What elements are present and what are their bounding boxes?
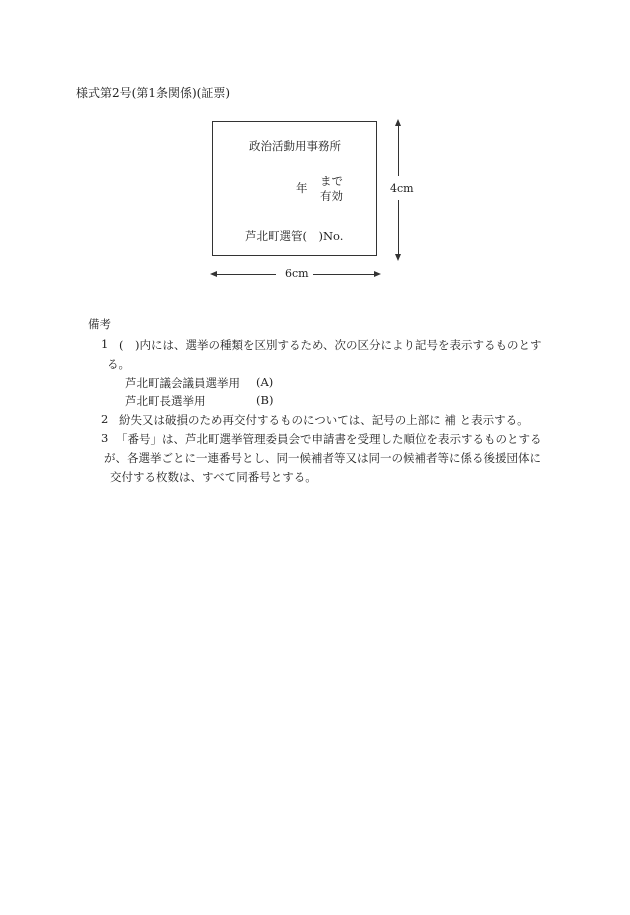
certificate-heading: 政治活動用事務所	[249, 139, 341, 153]
width-dimension-line-left	[214, 274, 276, 275]
note-2-number: 2	[101, 412, 109, 426]
note-3-line-1: 「番号」は、芦北町選挙管理委員会で申請書を受理した順位を表示するものとする	[116, 432, 542, 446]
note-1-number: 1	[101, 337, 109, 351]
remarks-heading: 備考	[88, 317, 111, 331]
certificate-until-label: まで	[320, 174, 343, 188]
width-dimension-label: 6cm	[285, 267, 309, 280]
height-dimension-line-bottom	[398, 200, 399, 256]
width-dimension-line-right	[313, 274, 376, 275]
certificate-box	[212, 121, 377, 256]
height-dimension-line-top	[398, 123, 399, 176]
certificate-valid-label: 有効	[320, 189, 343, 203]
note-1-line-1: ( )内には、選挙の種類を区別するため、次の区分により記号を表示するものとす	[119, 338, 542, 352]
note-1-line-2: る。	[107, 357, 130, 371]
certificate-year-label: 年	[296, 181, 308, 195]
category-code-council: (A)	[256, 375, 274, 389]
certificate-number-line: 芦北町選管( )No.	[245, 229, 344, 243]
note-3-line-2: が、各選挙ごとに一連番号とし、同一候補者等又は同一の候補者等に係る後援団体に	[104, 451, 541, 465]
width-arrow-right-icon	[374, 271, 381, 277]
note-3-line-3: 交付する枚数は、すべて同番号とする。	[110, 470, 317, 484]
form-title: 様式第2号(第1条関係)(証票)	[76, 86, 230, 100]
category-code-mayor: (B)	[256, 393, 274, 407]
note-3-number: 3	[101, 431, 109, 445]
category-name-mayor: 芦北町長選挙用	[125, 394, 206, 408]
height-arrow-down-icon	[395, 254, 401, 261]
note-2-text: 紛失又は破損のため再交付するものについては、記号の上部に 補 と表示する。	[119, 413, 529, 427]
category-name-council: 芦北町議会議員選挙用	[125, 376, 240, 390]
height-dimension-label: 4cm	[390, 182, 414, 195]
